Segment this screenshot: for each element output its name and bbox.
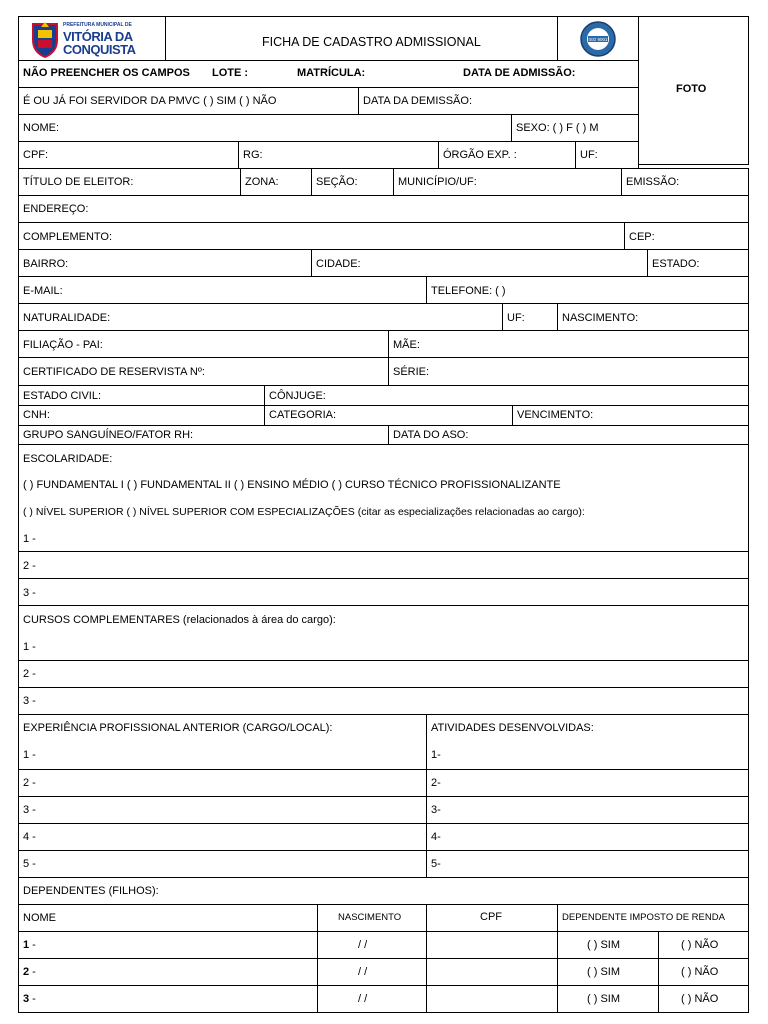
atividades-title: ATIVIDADES DESENVOLVIDAS:: [431, 722, 594, 734]
escolaridade-item-1: 1 -: [23, 533, 36, 545]
nome-label: NOME:: [23, 122, 60, 134]
endereco-cell[interactable]: [18, 195, 749, 223]
experiencia-line-4[interactable]: [18, 823, 427, 851]
escolaridade-line-3[interactable]: [18, 578, 749, 606]
escolaridade-block: [18, 444, 749, 552]
municipio-label: MUNICÍPIO/UF:: [398, 176, 477, 188]
dep-row-1-sim-label: ( ) SIM: [587, 939, 620, 951]
dep-header-nome-label: NOME: [23, 912, 56, 924]
nao-preencher-label: NÃO PREENCHER OS CAMPOS: [23, 67, 190, 79]
atividades-line-5[interactable]: [426, 850, 749, 878]
dep-header-cpf-label: CPF: [480, 911, 502, 923]
experiencia-line-5[interactable]: [18, 850, 427, 878]
nome-cell[interactable]: [18, 114, 512, 142]
cep-label: CEP:: [629, 231, 655, 243]
dep-row-3-nascimento[interactable]: [317, 985, 427, 1013]
dependentes-title: DEPENDENTES (FILHOS):: [23, 885, 159, 897]
dep-row-1-cpf[interactable]: [426, 931, 558, 959]
data-aso-label: DATA DO ASO:: [393, 429, 469, 441]
atividades-item-1: 1-: [431, 749, 441, 761]
email-label: E-MAIL:: [23, 285, 63, 297]
naturalidade-label: NATURALIDADE:: [23, 312, 111, 324]
categoria-label: CATEGORIA:: [269, 409, 337, 421]
mae-cell[interactable]: [388, 330, 749, 358]
cursos-item-1: 1 -: [23, 641, 36, 653]
atividades-line-2[interactable]: [426, 769, 749, 797]
dep-row-3-nome[interactable]: [18, 985, 318, 1013]
bairro-label: BAIRRO:: [23, 258, 69, 270]
logo-subtitle: PREFEITURA MUNICIPAL DE: [63, 22, 132, 28]
escolaridade-item-3: 3 -: [23, 587, 36, 599]
conjuge-label: CÔNJUGE:: [269, 390, 326, 402]
dep-row-2-nascimento[interactable]: [317, 958, 427, 986]
foto-label: FOTO: [676, 83, 707, 95]
dep-row-3-label: 3 -: [23, 993, 36, 1005]
uf-label: UF:: [580, 149, 598, 161]
servidor-question: É OU JÁ FOI SERVIDOR DA PMVC ( ) SIM ( ) NÃO: [23, 95, 277, 107]
telefone-label: TELEFONE: ( ): [431, 285, 506, 297]
iso-seal-icon: [578, 20, 618, 58]
escolaridade-item-2: 2 -: [23, 560, 36, 572]
dep-row-3-sim-label: ( ) SIM: [587, 993, 620, 1005]
dep-row-2-nome[interactable]: [18, 958, 318, 986]
sexo-label: SEXO: ( ) F ( ) M: [516, 122, 599, 134]
escolaridade-line-2[interactable]: [18, 551, 749, 579]
dep-row-1-nascimento[interactable]: [317, 931, 427, 959]
escolaridade-options-1[interactable]: ( ) FUNDAMENTAL I ( ) FUNDAMENTAL II ( ) ENSINO MÉDIO ( ) CURSO TÉCNICO PROFISSIONALIZANTE: [23, 479, 561, 491]
cnh-cell[interactable]: [18, 405, 265, 426]
mae-label: MÃE:: [393, 339, 420, 351]
experiencia-item-3: 3 -: [23, 804, 36, 816]
experiencia-title: EXPERIÊNCIA PROFISSIONAL ANTERIOR (CARGO/LOCAL):: [23, 722, 333, 734]
zona-label: ZONA:: [245, 176, 279, 188]
matricula-label: MATRÍCULA:: [297, 67, 366, 79]
dep-row-2-sim-label: ( ) SIM: [587, 966, 620, 978]
data-demissao-label: DATA DA DEMISSÃO:: [363, 95, 473, 107]
dep-header-nascimento-label: NASCIMENTO: [338, 912, 402, 923]
endereco-label: ENDEREÇO:: [23, 203, 89, 215]
pai-label: FILIAÇÃO - PAI:: [23, 339, 103, 351]
seal-label: ISO 9001: [588, 37, 608, 42]
cursos-line-3[interactable]: [18, 687, 749, 715]
dep-row-1-label: 1 -: [23, 939, 36, 951]
vencimento-label: VENCIMENTO:: [517, 409, 594, 421]
rg-cell[interactable]: [238, 141, 439, 169]
atividades-item-2: 2-: [431, 777, 441, 789]
serie-label: SÉRIE:: [393, 366, 430, 378]
dep-row-3-nascimento-slashes: / /: [358, 993, 368, 1005]
experiencia-line-2[interactable]: [18, 769, 427, 797]
dep-row-3-cpf[interactable]: [426, 985, 558, 1013]
estado-label: ESTADO:: [652, 258, 700, 270]
atividades-line-3[interactable]: [426, 796, 749, 824]
natural-uf-label: UF:: [507, 312, 525, 324]
experiencia-item-5: 5 -: [23, 858, 36, 870]
atividades-item-4: 4-: [431, 831, 441, 843]
complemento-label: COMPLEMENTO:: [23, 231, 113, 243]
vitoria-da-conquista-logo: [30, 20, 150, 58]
cnh-label: CNH:: [23, 409, 50, 421]
cidade-label: CIDADE:: [316, 258, 361, 270]
conjuge-cell[interactable]: [264, 385, 749, 406]
lote-label: LOTE :: [212, 67, 249, 79]
dep-row-2-nascimento-slashes: / /: [358, 966, 368, 978]
email-cell[interactable]: [18, 276, 427, 304]
estado-civil-label: ESTADO CIVIL:: [23, 390, 102, 402]
dep-row-1-nascimento-slashes: / /: [358, 939, 368, 951]
cidade-cell[interactable]: [311, 249, 648, 277]
dep-row-2-nao-label: ( ) NÃO: [681, 966, 719, 978]
form-title: FICHA DE CADASTRO ADMISSIONAL: [262, 35, 481, 49]
secao-label: SEÇÃO:: [316, 176, 358, 188]
titulo-eleitor-label: TÍTULO DE ELEITOR:: [23, 176, 134, 188]
experiencia-item-4: 4 -: [23, 831, 36, 843]
data-admissao-label: DATA DE ADMISSÃO:: [463, 67, 576, 79]
orgao-exp-label: ÓRGÃO EXP. :: [443, 149, 517, 161]
experiencia-line-3[interactable]: [18, 796, 427, 824]
logo-line-1: VITÓRIA DA: [63, 29, 133, 44]
atividades-item-5: 5-: [431, 858, 441, 870]
grupo-sanguineo-label: GRUPO SANGUÍNEO/FATOR RH:: [23, 429, 194, 441]
experiencia-item-1: 1 -: [23, 749, 36, 761]
cursos-item-3: 3 -: [23, 695, 36, 707]
atividades-item-3: 3-: [431, 804, 441, 816]
rg-label: RG:: [243, 149, 263, 161]
cpf-cell[interactable]: [18, 141, 239, 169]
escolaridade-options-2[interactable]: ( ) NÍVEL SUPERIOR ( ) NÍVEL SUPERIOR COM ESPECIALIZAÇÕES (citar as especializações relacionadas ao cargo):: [23, 506, 585, 518]
atividades-line-4[interactable]: [426, 823, 749, 851]
experiencia-item-2: 2 -: [23, 777, 36, 789]
dep-header-nome: [18, 904, 318, 932]
serie-cell[interactable]: [388, 357, 749, 386]
cursos-title: CURSOS COMPLEMENTARES (relacionados à área do cargo):: [23, 614, 336, 626]
dep-row-1-nao-label: ( ) NÃO: [681, 939, 719, 951]
dep-row-1-nome[interactable]: [18, 931, 318, 959]
dep-row-2-cpf[interactable]: [426, 958, 558, 986]
emissao-label: EMISSÃO:: [626, 176, 680, 188]
dep-row-3-nao-label: ( ) NÃO: [681, 993, 719, 1005]
reservista-label: CERTIFICADO DE RESERVISTA Nº:: [23, 366, 205, 378]
logo-line-2: CONQUISTA: [63, 42, 136, 57]
cursos-line-2[interactable]: [18, 660, 749, 688]
escolaridade-title: ESCOLARIDADE:: [23, 453, 113, 465]
nascimento-label: NASCIMENTO:: [562, 312, 639, 324]
cpf-label: CPF:: [23, 149, 49, 161]
dep-header-imposto-label: DEPENDENTE IMPOSTO DE RENDA: [562, 912, 725, 923]
dep-row-2-label: 2 -: [23, 966, 36, 978]
cursos-item-2: 2 -: [23, 668, 36, 680]
